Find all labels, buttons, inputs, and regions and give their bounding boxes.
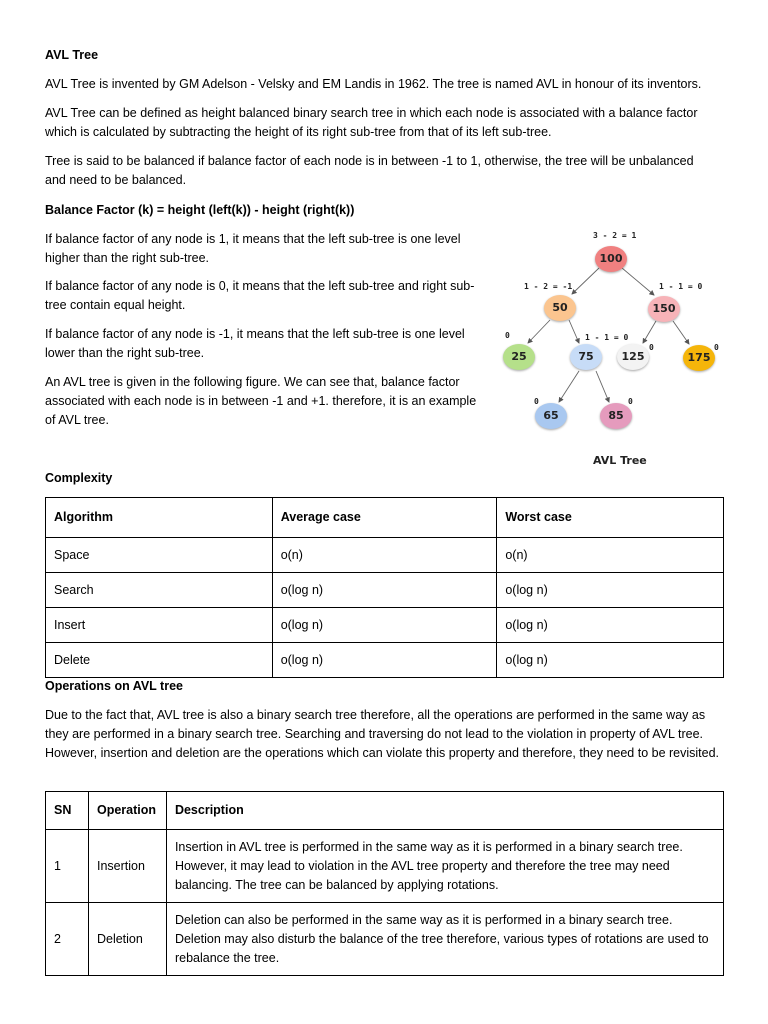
bf-minus-paragraph: If balance factor of any node is -1, it means that the left sub-tree is one level lower than the right sub-tree. bbox=[45, 327, 465, 360]
column-header: SN bbox=[46, 792, 89, 830]
avl-intro-paragraph: AVL Tree is invented by GM Adelson - Velsky and EM Landis in 1962. The tree is named AVL in honour of its inventors. bbox=[45, 77, 702, 91]
edge-50-25 bbox=[528, 320, 550, 343]
complexity-heading: Complexity bbox=[45, 471, 113, 485]
tree-node-100: 100 bbox=[595, 246, 627, 272]
table-row bbox=[46, 573, 724, 608]
bf-label-25: 0 bbox=[505, 331, 510, 340]
complexity-table bbox=[45, 497, 724, 678]
avl-definition-paragraph: AVL Tree can be defined as height balanced binary search tree in which each node is associated with a balance factor which is calculated by subtracting the height of its right sub-tree from that of its left sub-tree. bbox=[45, 106, 698, 139]
table-cell: Insert bbox=[46, 608, 273, 643]
bf-label-175: 0 bbox=[714, 343, 719, 352]
table-cell: o(n) bbox=[272, 538, 497, 573]
tree-node-85: 85 bbox=[600, 403, 632, 429]
table-row bbox=[46, 830, 724, 903]
table-row bbox=[46, 538, 724, 573]
column-header: Operation bbox=[88, 792, 166, 830]
bf-label-50: 1 - 2 = -1 bbox=[524, 282, 573, 291]
bf-label-65: 0 bbox=[534, 397, 539, 406]
edge-75-85 bbox=[596, 371, 609, 402]
avl-tree-diagram bbox=[495, 225, 735, 470]
tree-caption: AVL Tree bbox=[593, 454, 647, 467]
table-cell: o(log n) bbox=[497, 573, 724, 608]
table-cell: Space bbox=[46, 538, 273, 573]
table-cell: Deletion can also be performed in the same way as it is performed in a binary search tree. Deletion may also disturb the balance of the tree therefore, various types of rotations are used to rebalance the tree. bbox=[166, 903, 723, 976]
operations-table bbox=[45, 791, 724, 976]
edge-50-75 bbox=[569, 320, 579, 343]
table-cell: o(log n) bbox=[497, 608, 724, 643]
balanced-paragraph: Tree is said to be balanced if balance factor of each node is in between -1 to 1, otherwise, the tree will be unbalanced and need to be balanced. bbox=[45, 154, 694, 187]
table-row bbox=[46, 608, 724, 643]
bf-label-75: 1 - 1 = 0 bbox=[585, 333, 629, 342]
table-row bbox=[46, 903, 724, 976]
tree-node-65: 65 bbox=[535, 403, 567, 429]
table-cell: Delete bbox=[46, 643, 273, 678]
avl-heading: AVL Tree bbox=[45, 48, 99, 62]
table-cell: Deletion bbox=[88, 903, 166, 976]
bf-zero-paragraph: If balance factor of any node is 0, it means that the left sub-tree and right sub-tree contain equal height. bbox=[45, 279, 475, 312]
table-cell: Search bbox=[46, 573, 273, 608]
tree-node-50: 50 bbox=[544, 295, 576, 321]
table-cell: o(log n) bbox=[272, 643, 497, 678]
column-header: Description bbox=[166, 792, 723, 830]
bf-label-125: 0 bbox=[649, 343, 654, 352]
bf-label-100: 3 - 2 = 1 bbox=[593, 231, 637, 240]
table-cell: 2 bbox=[46, 903, 89, 976]
edge-100-50 bbox=[572, 268, 599, 294]
tree-node-150: 150 bbox=[648, 296, 680, 322]
edge-75-65 bbox=[559, 371, 579, 402]
tree-node-175: 175 bbox=[683, 345, 715, 371]
tree-node-125: 125 bbox=[617, 344, 649, 370]
table-cell: o(log n) bbox=[272, 573, 497, 608]
table-cell: o(n) bbox=[497, 538, 724, 573]
edge-150-175 bbox=[673, 321, 689, 344]
table-cell: Insertion bbox=[88, 830, 166, 903]
figure-description-paragraph: An AVL tree is given in the following figure. We can see that, balance factor associated with each node is in between -1 and +1. therefore, it is an example of AVL tree. bbox=[45, 375, 477, 427]
edge-100-150 bbox=[622, 268, 654, 295]
column-header: Worst case bbox=[497, 498, 724, 538]
operations-header-row bbox=[46, 792, 724, 830]
operations-paragraph: Due to the fact that, AVL tree is also a binary search tree therefore, all the operations are performed in the same way as they are performed in a binary search tree. Searching and traversing do not lead to the violation in property of AVL tree. However, insertion and deletion are the operations which can violate this property and therefore, they need to be revisited. bbox=[45, 708, 720, 760]
tree-node-25: 25 bbox=[503, 344, 535, 370]
column-header: Average case bbox=[272, 498, 497, 538]
table-row bbox=[46, 643, 724, 678]
table-cell: Insertion in AVL tree is performed in the same way as it is performed in a binary search tree. However, it may lead to violation in the AVL tree property and therefore the tree may need balancing. The tree can be balanced by applying rotations. bbox=[166, 830, 723, 903]
bf-label-85: 0 bbox=[628, 397, 633, 406]
table-cell: o(log n) bbox=[497, 643, 724, 678]
operations-heading: Operations on AVL tree bbox=[45, 679, 183, 693]
edge-150-125 bbox=[643, 321, 656, 343]
table-cell: 1 bbox=[46, 830, 89, 903]
table-cell: o(log n) bbox=[272, 608, 497, 643]
tree-node-75: 75 bbox=[570, 344, 602, 370]
bf-label-150: 1 - 1 = 0 bbox=[659, 282, 703, 291]
complexity-header-row bbox=[46, 498, 724, 538]
balance-factor-formula: Balance Factor (k) = height (left(k)) - height (right(k)) bbox=[45, 203, 355, 217]
column-header: Algorithm bbox=[46, 498, 273, 538]
bf-one-paragraph: If balance factor of any node is 1, it means that the left sub-tree is one level higher than the right sub-tree. bbox=[45, 232, 461, 265]
